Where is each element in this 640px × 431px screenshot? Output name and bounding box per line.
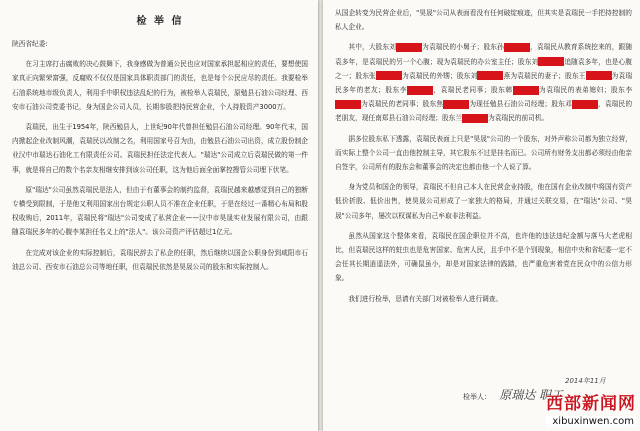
letter-page-right <box>323 0 640 431</box>
right-paragraph-3: 据多位股东私下透露，袁瑞民表面上只是"昊晟"公司的一个股东，对外声称公司都为独立经营，而实际上整个公司一直由他控制主导，其它股东不过是挂名而已。公司所有财务支出都必须经由他亲自签字，公司所有的股东会和董事会的决定也都由他一个人说了算。 <box>335 134 632 172</box>
salutation: 陕西省纪委: <box>12 40 48 48</box>
redaction-block <box>396 43 422 52</box>
site-watermark <box>546 389 636 427</box>
watermark-site-name: 西部新闻网 <box>546 394 636 414</box>
left-paragraph-1: 在习主席打击腐败的决心鼓舞下，我身感做为普通公民也应对国家承担起相应的责任，要想使国家真正向繁荣富强，反腐败不仅仅是国家具体职责部门的责任，也是每个公民应尽的责任。我要检举石油系统地市级负责人，利用手中职权违法乱纪的行为，被检举人袁瑞民，原勉县石油公司经理、西安市石油公司党委书记，身为国企公司人员，长期参股把持民营企业，个人持股资产3000万。 <box>12 60 308 111</box>
redaction-block <box>513 86 539 95</box>
signature-date: 2014年11月 <box>565 377 606 385</box>
redaction-block <box>504 43 530 52</box>
letter-title: 检 举 信 <box>136 16 184 27</box>
redaction-block <box>538 57 564 66</box>
signature-name: 原瑞达 职工 <box>499 388 564 402</box>
redaction-block <box>586 71 612 80</box>
signature-label: 检举人： <box>463 393 491 401</box>
left-paragraph-2: 袁瑞民，出生于1954年，陕西勉县人，上世纪90年代曾担任勉县石油公司经理。90年代末，国内掀起企业改制风潮，袁瑞民以改制之名，利用国家号召为由，由勉县石油公司出资，成立股份制企业汉中市瑞达石油化工有限责任公司。袁瑞民担任法定代表人。"瑞达"公司成立后袁瑞民做的第一件事，就是将自己的数个名亲友相继安排到该公司任职，这为他后面全面掌控搜管公司埋下伏笔。 <box>12 123 308 174</box>
right-paragraph-6: 我们进行检举，恳请有关部门对被检举人进行调查。 <box>348 294 503 303</box>
left-paragraph-3: 原"瑞达"公司虽然袁瑞民是法人，但由于有董事会的制约监督，袁瑞民越来越感觉到自己的独断专横受到限制，于是他又利用国家出台规定公职人员不准在企业任职，于是在经过一番精心布局和股权收购后，2011年，袁瑞民将"瑞达"公司变成了私营企业——汉中市昊晟实业发展有限公司，由跟随袁瑞民多年的心腹李某担任名义上的"法人"。该公司资产评估超过1亿元。 <box>12 185 308 237</box>
right-paragraph-4: 身为党员和国企的领导，袁瑞民不但自己本人在民营企业持股，他在国有企业改制中将国有资产低价折股、低价出售，使昊晟公司形成了一家独大的格局，并通过关联交易，在"瑞达"公司、"昊晟"公司多年，屡次以权谋私为自己牟取非法利益。 <box>335 183 632 220</box>
redaction-block <box>407 86 433 95</box>
watermark-site-url: xibuxinwen.com <box>546 416 636 427</box>
redaction-block <box>376 71 402 80</box>
redaction-block <box>335 100 361 109</box>
right-paragraph-5: 虽然从国家这个整体来看，袁瑞民在国企职位并不高，也许他的违法违纪金额与落马大老虎相比，但袁瑞民这样的蛀虫也是危害国家、危害人民，且手中不是个别现象，相信中央和省纪委一定不会任其长期逍遥法外，可确鼠虽小，却是对国家法律的践踏，也严重危害着党在民众中的公信力形象。 <box>335 231 632 283</box>
redaction-block <box>477 71 503 80</box>
letter-page-left <box>0 0 318 431</box>
redaction-block <box>572 100 598 109</box>
right-paragraph-1: 从国企转变为民营企业后，"昊晟"公司从表面看没有任何破绽痕迹，但其实是袁瑞民一手把持控制的私人企业。 <box>335 9 632 32</box>
left-paragraph-4: 在完成对该企业的实际控制后，袁瑞民辞去了私企的任职，然后继续以国企公职身份到咸阳市石油总公司、西安市石油总公司等地任职，但袁瑞民依然是昊晟公司的股东和实际控制人。 <box>12 248 308 271</box>
redaction-block <box>443 100 469 109</box>
shareholder-list-paragraph: 其中，大股东刘 为袁瑞民的小舅子；股东孙 ，袁瑞民从教育系统挖来的，跟随袁多年，是袁瑞民的另一个心腹；现为袁瑞民的办公室主任；股东刘 追随袁多年，也是心腹之一；股东张 为袁瑞民的外甥；股东刘 燕为袁瑞民的妻子；股东王 为袁瑞民多年的老友；股东李 ，袁瑞民老同事；股东韩 为袁瑞民的表弟媳妇；股东李为袁瑞民的老同事；股东焦 为现任勉县石油公司经理；股东邓 ，袁瑞民的老朋友，现任南郑县石油公司经理；股东兰 为袁瑞民的前司机。 <box>335 43 633 123</box>
redaction-block <box>462 114 488 123</box>
